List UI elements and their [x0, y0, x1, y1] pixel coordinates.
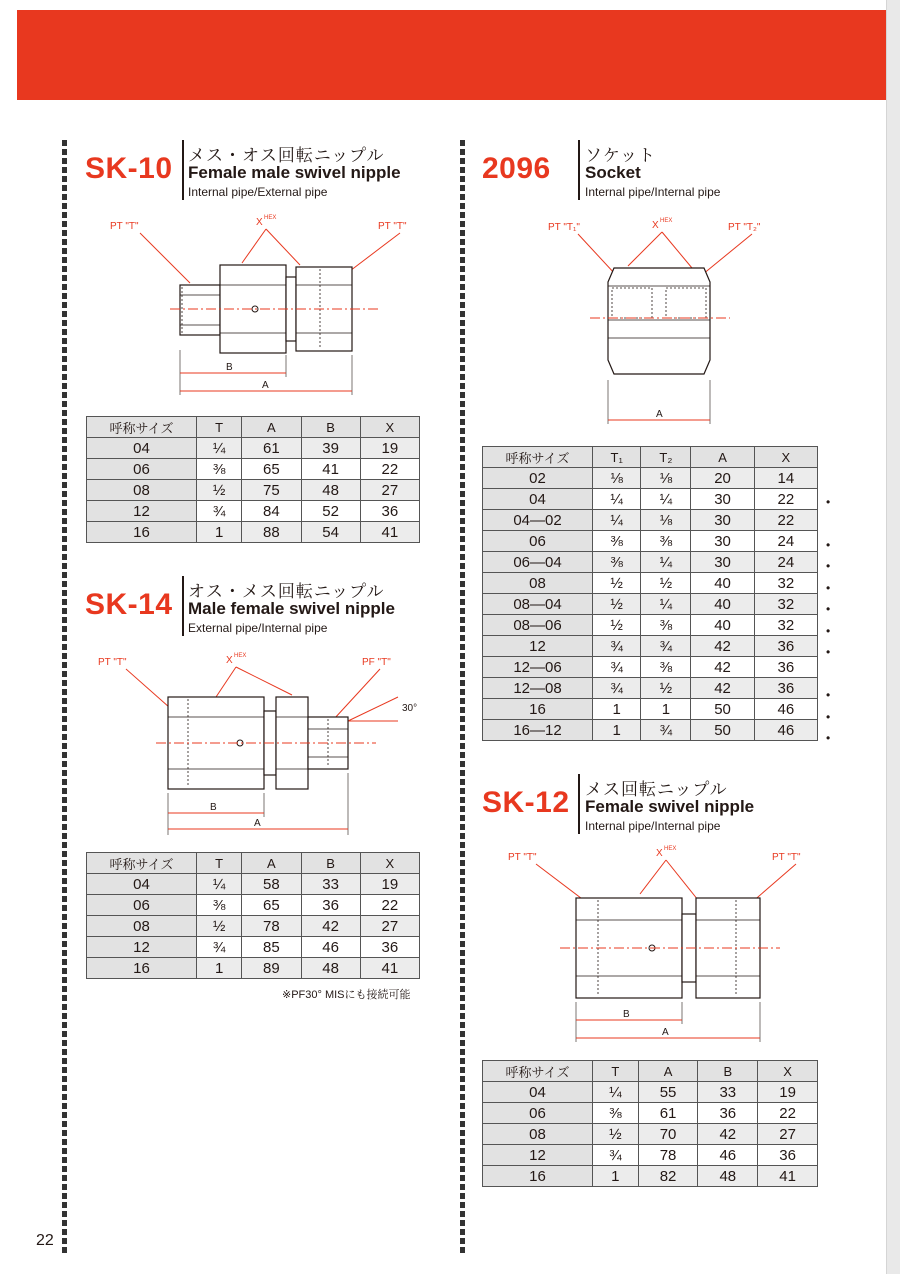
- table-row: 02 ⅛ ⅛ 20 14: [483, 468, 818, 489]
- sk14-footnote: ※PF30° MISにも接続可能: [282, 989, 411, 1001]
- availability-mark: •: [826, 559, 831, 573]
- table-row: 12 ¾ ¾ 42 36: [483, 636, 818, 657]
- table-row: 12—06 ¾ ⅜ 42 36: [483, 657, 818, 678]
- sk12-label-pt-right: PT "T": [772, 852, 801, 863]
- header-t2: T₂: [641, 447, 691, 468]
- sk10-code: SK-10: [85, 152, 173, 185]
- header-band: [17, 10, 891, 100]
- sk10-title-bar: [182, 140, 184, 200]
- left-margin-rule: [62, 140, 67, 1255]
- availability-mark: •: [826, 580, 831, 595]
- header-a: A: [638, 1061, 698, 1082]
- header-t: T: [593, 1061, 639, 1082]
- sk14-subtitle: External pipe/Internal pipe: [188, 621, 328, 635]
- s2096-spec-table: [482, 446, 818, 741]
- sk10-title-jp: メス・オス回転ニップル: [188, 146, 385, 165]
- sk12-dim-b: B: [623, 1009, 630, 1020]
- sk10-label-pt-left: PT "T": [110, 221, 139, 232]
- header-x: X: [758, 1061, 818, 1082]
- table-row: 16—12 1 ¾ 50 46: [483, 720, 818, 741]
- sk14-dim-a: A: [254, 818, 261, 829]
- sk14-dim-b: B: [210, 802, 217, 813]
- table-row: 08—04 ½ ¼ 40 32: [483, 594, 818, 615]
- header-b: B: [301, 853, 360, 874]
- sk14-label-hex: X: [226, 655, 233, 666]
- table-row: 06 ⅜ ⅜ 30 24: [483, 531, 818, 552]
- s2096-title-jp: ソケット: [585, 146, 656, 165]
- sk12-dim-a: A: [662, 1027, 669, 1038]
- sk10-spec-table: [86, 416, 420, 543]
- availability-mark: •: [826, 709, 831, 724]
- sk10-dim-b: B: [226, 362, 233, 373]
- table-row: 08 ½ ½ 40 32: [483, 573, 818, 594]
- header-a: A: [242, 853, 301, 874]
- sk14-title-en: Male female swivel nipple: [188, 599, 395, 618]
- sk12-title-en: Female swivel nipple: [585, 797, 755, 816]
- table-row: 04—02 ¼ ⅛ 30 22: [483, 510, 818, 531]
- sk14-label-angle: 30°: [402, 703, 418, 714]
- table-row: 12 ¾ 84 52 36: [87, 501, 420, 522]
- header-t: T: [197, 417, 242, 438]
- table-row: 06 ⅜ 61 36 22: [483, 1103, 818, 1124]
- center-column-rule: [460, 140, 465, 1255]
- header-b: B: [301, 417, 360, 438]
- table-row: 12 ¾ 78 46 36: [483, 1145, 818, 1166]
- availability-mark: •: [826, 494, 831, 509]
- s2096-availability-marks: [826, 470, 830, 750]
- header-x: X: [360, 853, 419, 874]
- table-row: 04 ¼ ¼ 30 22: [483, 489, 818, 510]
- table-row: 06 ⅜ 65 41 22: [87, 459, 420, 480]
- page-number: 22: [36, 1232, 54, 1249]
- sk14-title-jp: オス・メス回転ニップル: [188, 582, 385, 601]
- header-size: 呼称サイズ: [87, 853, 197, 874]
- s2096-title-en: Socket: [585, 163, 641, 182]
- table-row: 08 ½ 78 42 27: [87, 916, 420, 937]
- sk12-subtitle: Internal pipe/Internal pipe: [585, 819, 721, 833]
- availability-mark: •: [826, 645, 831, 659]
- table-row: 08—06 ½ ⅜ 40 32: [483, 615, 818, 636]
- sk12-spec-table: [482, 1060, 818, 1187]
- s2096-subtitle: Internal pipe/Internal pipe: [585, 185, 721, 199]
- s2096-label-pt-left: PT "T₁": [548, 222, 580, 233]
- header-size: 呼称サイズ: [483, 447, 593, 468]
- sk10-label-pt-right: PT "T": [378, 221, 407, 232]
- sk12-drawing: [480, 842, 860, 1052]
- sk12-title-jp: メス回転ニップル: [585, 780, 728, 799]
- sk10-label-hex: X: [256, 217, 263, 228]
- s2096-label-pt-right: PT "T₂": [728, 222, 761, 233]
- sk10-dim-a: A: [262, 380, 269, 391]
- availability-mark: [826, 513, 830, 535]
- sk14-spec-table: [86, 852, 420, 979]
- table-row: 16 1 88 54 41: [87, 522, 420, 543]
- availability-mark: •: [826, 602, 831, 616]
- sk14-title-bar: [182, 576, 184, 636]
- s2096-label-hex: X: [652, 220, 659, 231]
- sk12-title-bar: [578, 774, 580, 834]
- sk10-drawing: [80, 205, 460, 405]
- header-size: 呼称サイズ: [483, 1061, 593, 1082]
- page-edge: [886, 0, 900, 1274]
- table-row: 06—04 ⅜ ¼ 30 24: [483, 552, 818, 573]
- availability-mark: •: [826, 688, 831, 702]
- header-b: B: [698, 1061, 758, 1082]
- table-row: 16 1 82 48 41: [483, 1166, 818, 1187]
- s2096-code: 2096: [482, 152, 551, 185]
- header-a: A: [691, 447, 754, 468]
- sk14-drawing: [80, 645, 460, 845]
- sk14-code: SK-14: [85, 588, 173, 621]
- header-x: X: [754, 447, 817, 468]
- sk14-label-pf-right: PF "T": [362, 657, 391, 668]
- s2096-dim-a: A: [656, 409, 663, 420]
- table-row: 16 1 89 48 41: [87, 958, 420, 979]
- table-row: 12—08 ¾ ½ 42 36: [483, 678, 818, 699]
- sk10-label-hex-sup: HEX: [264, 215, 277, 221]
- sk14-label-pt-left: PT "T": [98, 657, 127, 668]
- sk12-code: SK-12: [482, 786, 570, 819]
- header-a: A: [242, 417, 301, 438]
- availability-mark: [826, 664, 830, 686]
- table-row: 16 1 1 50 46: [483, 699, 818, 720]
- sk12-label-pt-left: PT "T": [508, 852, 537, 863]
- availability-mark: •: [826, 623, 831, 638]
- sk12-label-hex: X: [656, 848, 663, 859]
- availability-mark: •: [826, 537, 831, 552]
- s2096-label-hex-sup: HEX: [660, 218, 673, 224]
- header-t: T: [197, 853, 242, 874]
- table-row: 08 ½ 70 42 27: [483, 1124, 818, 1145]
- header-t1: T₁: [593, 447, 641, 468]
- header-x: X: [360, 417, 419, 438]
- s2096-title-bar: [578, 140, 580, 200]
- sk12-label-hex-sup: HEX: [664, 846, 677, 852]
- sk10-subtitle: Internal pipe/External pipe: [188, 185, 328, 199]
- sk10-title-en: Female male swivel nipple: [188, 163, 401, 182]
- table-row: 04 ¼ 58 33 19: [87, 874, 420, 895]
- sk14-label-hex-sup: HEX: [234, 653, 247, 659]
- s2096-drawing: [480, 210, 860, 440]
- header-size: 呼称サイズ: [87, 417, 197, 438]
- availability-mark: •: [826, 731, 831, 745]
- table-row: 04 ¼ 61 39 19: [87, 438, 420, 459]
- table-row: 06 ⅜ 65 36 22: [87, 895, 420, 916]
- table-row: 08 ½ 75 48 27: [87, 480, 420, 501]
- table-row: 12 ¾ 85 46 36: [87, 937, 420, 958]
- availability-mark: [826, 470, 830, 492]
- table-row: 04 ¼ 55 33 19: [483, 1082, 818, 1103]
